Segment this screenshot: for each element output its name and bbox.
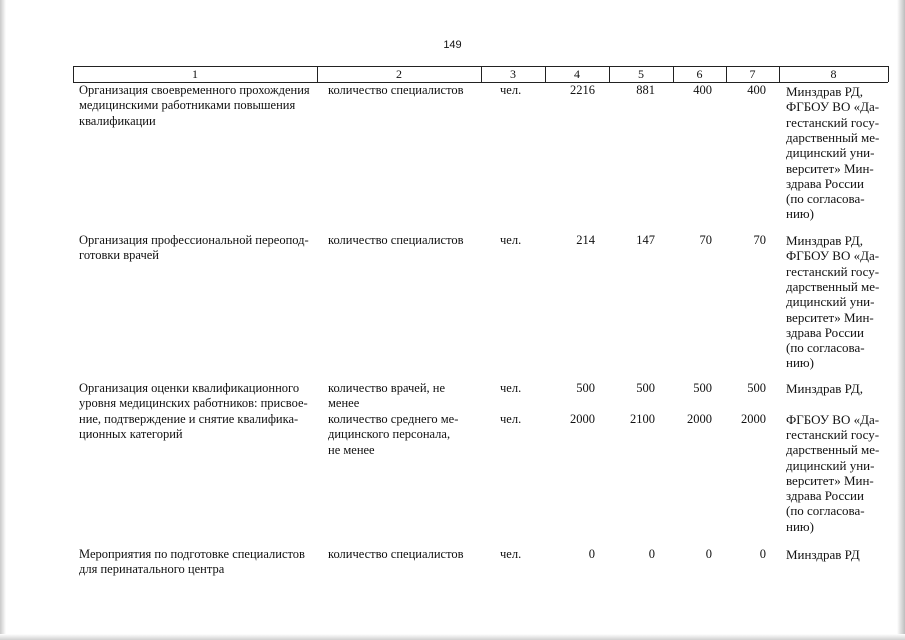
scan-edge-bottom — [0, 634, 905, 640]
indicator-text: количество специалистов — [328, 547, 464, 561]
header-cell-8: 8 — [830, 67, 837, 81]
executor-text: верситет» Мин- — [786, 472, 874, 488]
executor-text: ФГБОУ ВО «Да- — [786, 248, 880, 264]
value-cell: 2100 — [630, 412, 655, 426]
activity-text: готовки врачей — [79, 248, 159, 263]
indicator-text: количество специалистов — [328, 83, 464, 97]
executor-text: (по согласова- — [786, 191, 865, 207]
value-cell: 500 — [636, 381, 655, 395]
activity-text: ние, подтверждение и снятие квалифика- — [79, 411, 299, 426]
unit-cell: чел. — [500, 412, 522, 426]
activity-text: Организация оценки квалификационного — [79, 381, 300, 395]
value-cell: 2216 — [570, 83, 595, 97]
value-cell: 2000 — [741, 412, 766, 426]
executor-text: гестанский госу- — [786, 426, 880, 442]
activity-text: ционных категорий — [79, 426, 183, 441]
executor-text: Минздрав РД, — [786, 84, 864, 99]
value-cell: 0 — [705, 547, 712, 561]
activity-text: Организация своевременного прохождения — [79, 83, 310, 97]
unit-cell: чел. — [500, 547, 522, 561]
executor-text: ФГБОУ ВО «Да- — [786, 411, 880, 427]
value-cell: 0 — [648, 547, 655, 561]
value-cell: 2000 — [687, 412, 712, 426]
executor-text: дицинский уни- — [786, 457, 875, 473]
unit-cell: чел. — [500, 233, 522, 247]
executor-text: здрава России — [786, 324, 864, 340]
activity-text: квалификации — [79, 113, 156, 128]
executor-text: (по согласова- — [786, 340, 865, 356]
value-cell: 214 — [576, 233, 595, 247]
scan-edge-left — [0, 0, 6, 640]
executor-text: Минздрав РД, — [786, 381, 864, 396]
value-cell: 881 — [636, 83, 655, 97]
header-cell-6: 6 — [696, 67, 703, 81]
indicator-text: количество специалистов — [328, 233, 464, 247]
unit-cell: чел. — [500, 83, 522, 97]
value-cell: 0 — [759, 547, 766, 561]
scan-edge-right — [897, 0, 905, 640]
indicator-text: дицинского персонала, — [328, 427, 451, 442]
indicator-text: количество врачей, не — [328, 381, 446, 395]
value-cell: 2000 — [570, 412, 595, 426]
executor-text: здрава России — [786, 175, 864, 191]
activity-text: для перинатального центра — [79, 562, 225, 577]
value-cell: 500 — [693, 381, 712, 395]
activity-text: медицинскими работниками повышения — [79, 98, 296, 113]
executor-text: нию) — [786, 355, 814, 371]
header-cell-2: 2 — [396, 67, 402, 81]
header-cell-7: 7 — [749, 67, 756, 81]
value-cell: 500 — [576, 381, 595, 395]
executor-text: гестанский госу- — [786, 263, 880, 279]
activity-text: Организация профессиональной переопод- — [79, 233, 309, 247]
indicator-text: менее — [328, 396, 360, 411]
executor-text: (по согласова- — [786, 503, 865, 519]
page-number: 149 — [443, 39, 462, 51]
value-cell: 400 — [747, 83, 766, 97]
executor-text: верситет» Мин- — [786, 309, 874, 325]
header-cell-5: 5 — [638, 67, 644, 81]
value-cell: 147 — [636, 233, 655, 247]
executor-text: здрава России — [786, 488, 864, 504]
indicator-text: не менее — [328, 442, 375, 457]
header-cell-3: 3 — [510, 67, 516, 81]
activity-text: Мероприятия по подготовке специалистов — [79, 547, 305, 561]
executor-text: дицинский уни- — [786, 145, 875, 161]
executor-text: нию) — [786, 206, 814, 222]
executor-text: верситет» Мин- — [786, 160, 874, 176]
executor-text: Минздрав РД — [786, 547, 860, 562]
executor-text: дицинский уни- — [786, 294, 875, 310]
unit-cell: чел. — [500, 381, 522, 395]
executor-text: Минздрав РД, — [786, 233, 864, 248]
executor-text: дарственный ме- — [786, 278, 880, 294]
header-cell-4: 4 — [574, 67, 580, 81]
value-cell: 0 — [588, 547, 595, 561]
executor-text: ФГБОУ ВО «Да- — [786, 99, 880, 115]
value-cell: 70 — [753, 233, 766, 247]
header-column-divider — [888, 66, 889, 82]
indicator-text: количество среднего ме- — [328, 412, 459, 426]
value-cell: 400 — [693, 83, 712, 97]
value-cell: 500 — [747, 381, 766, 395]
value-cell: 70 — [699, 233, 712, 247]
header-cell-1: 1 — [192, 67, 198, 81]
executor-text: гестанский госу- — [786, 114, 880, 130]
executor-text: дарственный ме- — [786, 442, 880, 458]
executor-text: нию) — [786, 518, 814, 534]
activity-text: уровня медицинских работников: присвое- — [79, 396, 308, 411]
executor-text: дарственный ме- — [786, 129, 880, 145]
